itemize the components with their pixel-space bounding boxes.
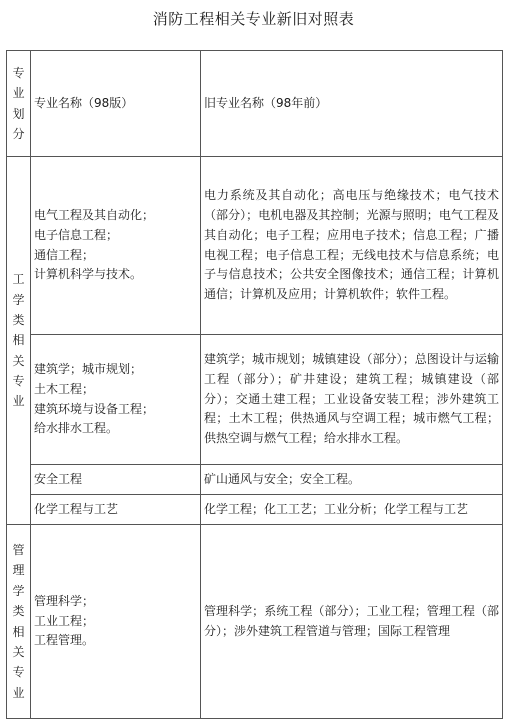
table-header-row <box>7 51 503 157</box>
category-char: 关 <box>12 353 25 368</box>
category-engineering-text <box>7 269 30 412</box>
header-new-major: 专业名称（98版） <box>31 51 201 157</box>
new-major-lines <box>34 206 197 285</box>
table-row <box>7 525 503 719</box>
new-major-line: 化学工程与工艺 <box>34 501 119 516</box>
old-major-cell: 化学工程；化工工艺；工业分析；化学工程与工艺 <box>201 495 503 525</box>
category-char: 分 <box>12 126 25 141</box>
header-old-major: 旧专业名称（98年前） <box>201 51 503 157</box>
category-char: 学 <box>12 583 25 598</box>
header-category-cell <box>7 51 31 157</box>
table-row <box>7 465 503 495</box>
category-char: 专 <box>12 374 25 389</box>
new-major-lines <box>34 500 197 520</box>
new-major-cell <box>31 335 201 465</box>
table-row <box>7 495 503 525</box>
new-major-line: 电子信息工程； <box>34 227 119 242</box>
new-major-cell <box>31 525 201 719</box>
category-cell-management <box>7 525 31 719</box>
old-major-cell: 建筑学；城市规划；城镇建设（部分）；总图设计与运输工程（部分）；矿井建设；建筑工程；城镇建设（部分）；交通土建工程；工业设备安装工程；涉外建筑工程；土木工程；供热通风与空调工程；城市燃气工程；供热空调与燃气工程；给水排水工程。 <box>201 335 503 465</box>
category-char: 管 <box>12 542 25 557</box>
category-char: 业 <box>12 685 25 700</box>
category-cell-engineering <box>7 157 31 525</box>
page-title: 消防工程相关专业新旧对照表 <box>152 10 355 28</box>
new-major-line: 土木工程； <box>34 381 95 396</box>
new-major-line: 给水排水工程。 <box>34 421 119 436</box>
new-major-line: 计算机科学与技术。 <box>34 267 143 282</box>
category-char: 相 <box>12 624 25 639</box>
new-major-cell <box>31 157 201 335</box>
new-major-cell <box>31 465 201 495</box>
new-major-line: 工程管理。 <box>34 633 95 648</box>
category-char: 理 <box>12 563 25 578</box>
new-major-lines <box>34 592 197 651</box>
category-char: 划 <box>12 106 25 121</box>
old-major-cell: 矿山通风与安全；安全工程。 <box>201 465 503 495</box>
category-char: 工 <box>12 272 25 287</box>
comparison-table <box>6 50 503 719</box>
category-char: 专 <box>12 65 25 80</box>
new-major-line: 安全工程 <box>34 471 83 486</box>
table-row <box>7 335 503 465</box>
new-major-lines <box>34 360 197 439</box>
category-char: 类 <box>12 604 25 619</box>
category-char: 专 <box>12 665 25 680</box>
new-major-line: 电气工程及其自动化； <box>34 207 155 222</box>
category-char: 学 <box>12 292 25 307</box>
header-category-text <box>7 63 30 145</box>
new-major-line: 建筑学；城市规划； <box>34 361 143 376</box>
category-char: 类 <box>12 312 25 327</box>
old-major-cell: 电力系统及其自动化；高电压与绝缘技术；电气技术（部分）；电机电器及其控制；光源与照明；电气工程及其自动化；电子工程；应用电子技术；信息工程；广播电视工程；电子信息工程；无线电技术与信息系统；电子与信息技术；公共安全图像技术；通信工程；计算机通信；计算机及应用；计算机软件；软件工程。 <box>201 157 503 335</box>
category-char: 相 <box>12 333 25 348</box>
new-major-line: 通信工程； <box>34 247 95 262</box>
new-major-cell <box>31 495 201 525</box>
table-row <box>7 157 503 335</box>
new-major-line: 管理科学； <box>34 593 95 608</box>
category-char: 业 <box>12 394 25 409</box>
new-major-line: 工业工程； <box>34 613 95 628</box>
category-char: 关 <box>12 644 25 659</box>
new-major-line: 建筑环境与设备工程； <box>34 401 155 416</box>
new-major-lines <box>34 470 197 490</box>
category-char: 业 <box>12 86 25 101</box>
old-major-cell: 管理科学；系统工程（部分）；工业工程；管理工程（部分）；涉外建筑工程管道与管理；国际工程管理 <box>201 525 503 719</box>
category-management-text <box>7 540 30 703</box>
